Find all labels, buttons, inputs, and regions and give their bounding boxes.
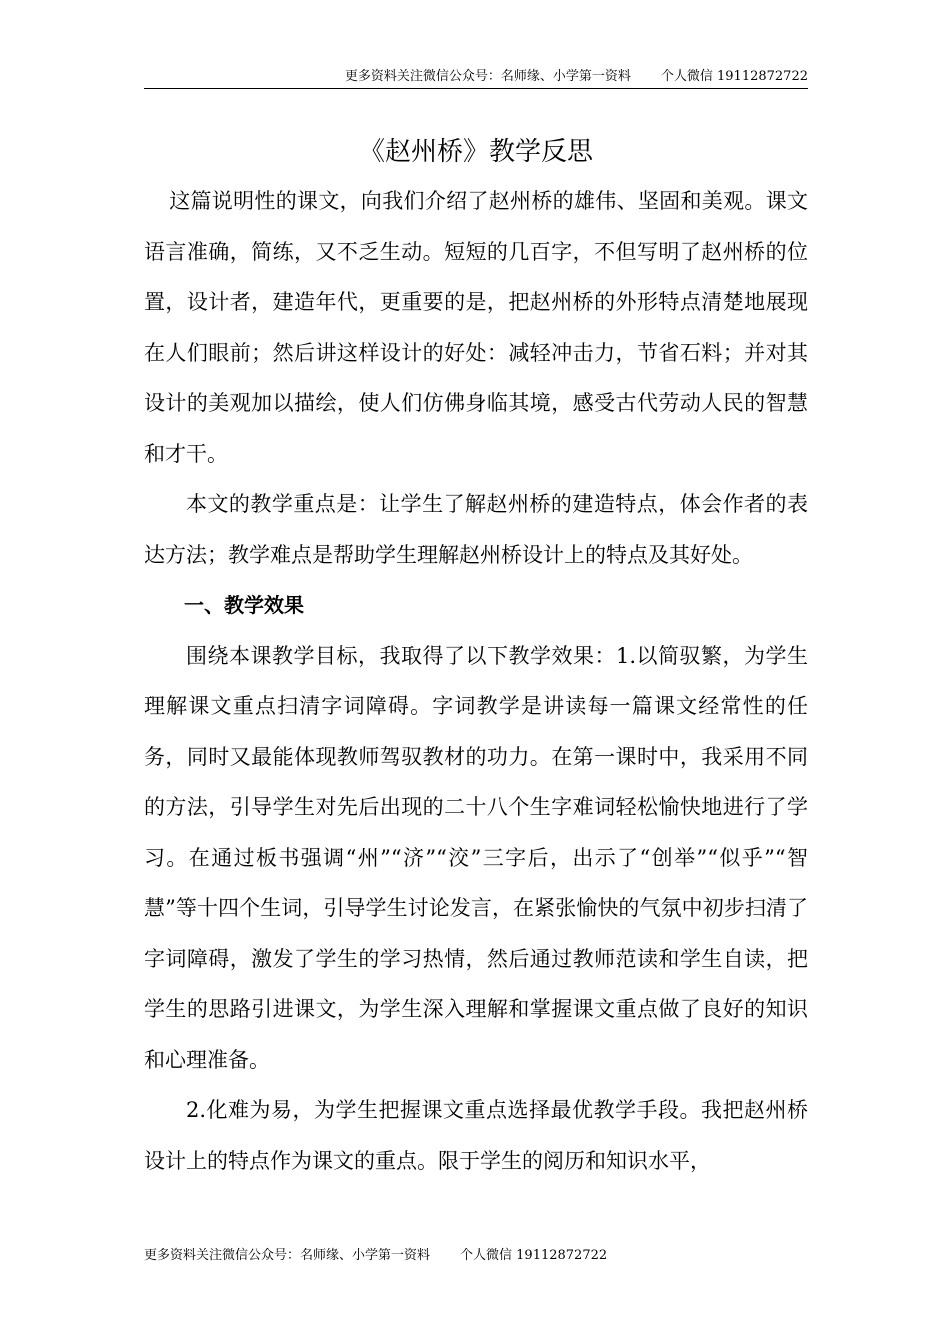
document-title: 《赵州桥》教学反思 [358, 137, 593, 167]
section-heading: 一、教学效果 [184, 593, 304, 617]
header-divider [144, 88, 808, 89]
intro-paragraph: 这篇说明性的课文，向我们介绍了赵州桥的雄伟、坚固和美观。课文语言准确，简练，又不乏生动。短短的几百字，不但写明了赵州桥的位置，设计者，建造年代，更重要的是，把赵州桥的外形特点清楚地展现在人们眼前；然后讲这样设计的好处：减轻冲击力，节省石料；并对其设计的美观加以描绘，使人们仿佛身临其境，感受古代劳动人民的智慧和才干。 [144, 189, 808, 466]
section-paragraph-1: 围绕本课教学目标，我取得了以下教学效果：1.以简驭繁，为学生理解课文重点扫清字词障碍。字词教学是讲读每一篇课文经常性的任务，同时又最能体现教师驾驭教材的功力。在第一课时中，我采用不同的方法，引导学生对先后出现的二十八个生字难词轻松愉快地进行了学习。在通过板书强调“州”“济”“洨”三字后，出示了“创举”“似乎”“智慧”等十四个生词，引导学生讨论发言，在紧张愉快的气氛中初步扫清了字词障碍，激发了学生的学习热情，然后通过教师范读和学生自读，把学生的思路引进课文，为学生深入理解和掌握课文重点做了良好的知识和心理准备。 [144, 643, 808, 1072]
footer-contact-text: 个人微信 19112872722 [460, 1248, 608, 1263]
page-footer [144, 1245, 607, 1267]
header-source-text: 更多资料关注微信公众号：名师缘、小学第一资料 [344, 69, 631, 84]
header-contact-text: 个人微信 19112872722 [660, 69, 808, 84]
document-body [144, 176, 808, 1186]
footer-source-text: 更多资料关注微信公众号：名师缘、小学第一资料 [144, 1248, 431, 1263]
section-paragraph-2: 2.化难为易，为学生把握课文重点选择最优教学手段。我把赵州桥设计上的特点作为课文的重点。限于学生的阅历和知识水平， [144, 1098, 808, 1173]
page-header [144, 66, 808, 88]
focus-paragraph: 本文的教学重点是：让学生了解赵州桥的建造特点，体会作者的表达方法；教学难点是帮助学生理解赵州桥设计上的特点及其好处。 [144, 492, 808, 567]
